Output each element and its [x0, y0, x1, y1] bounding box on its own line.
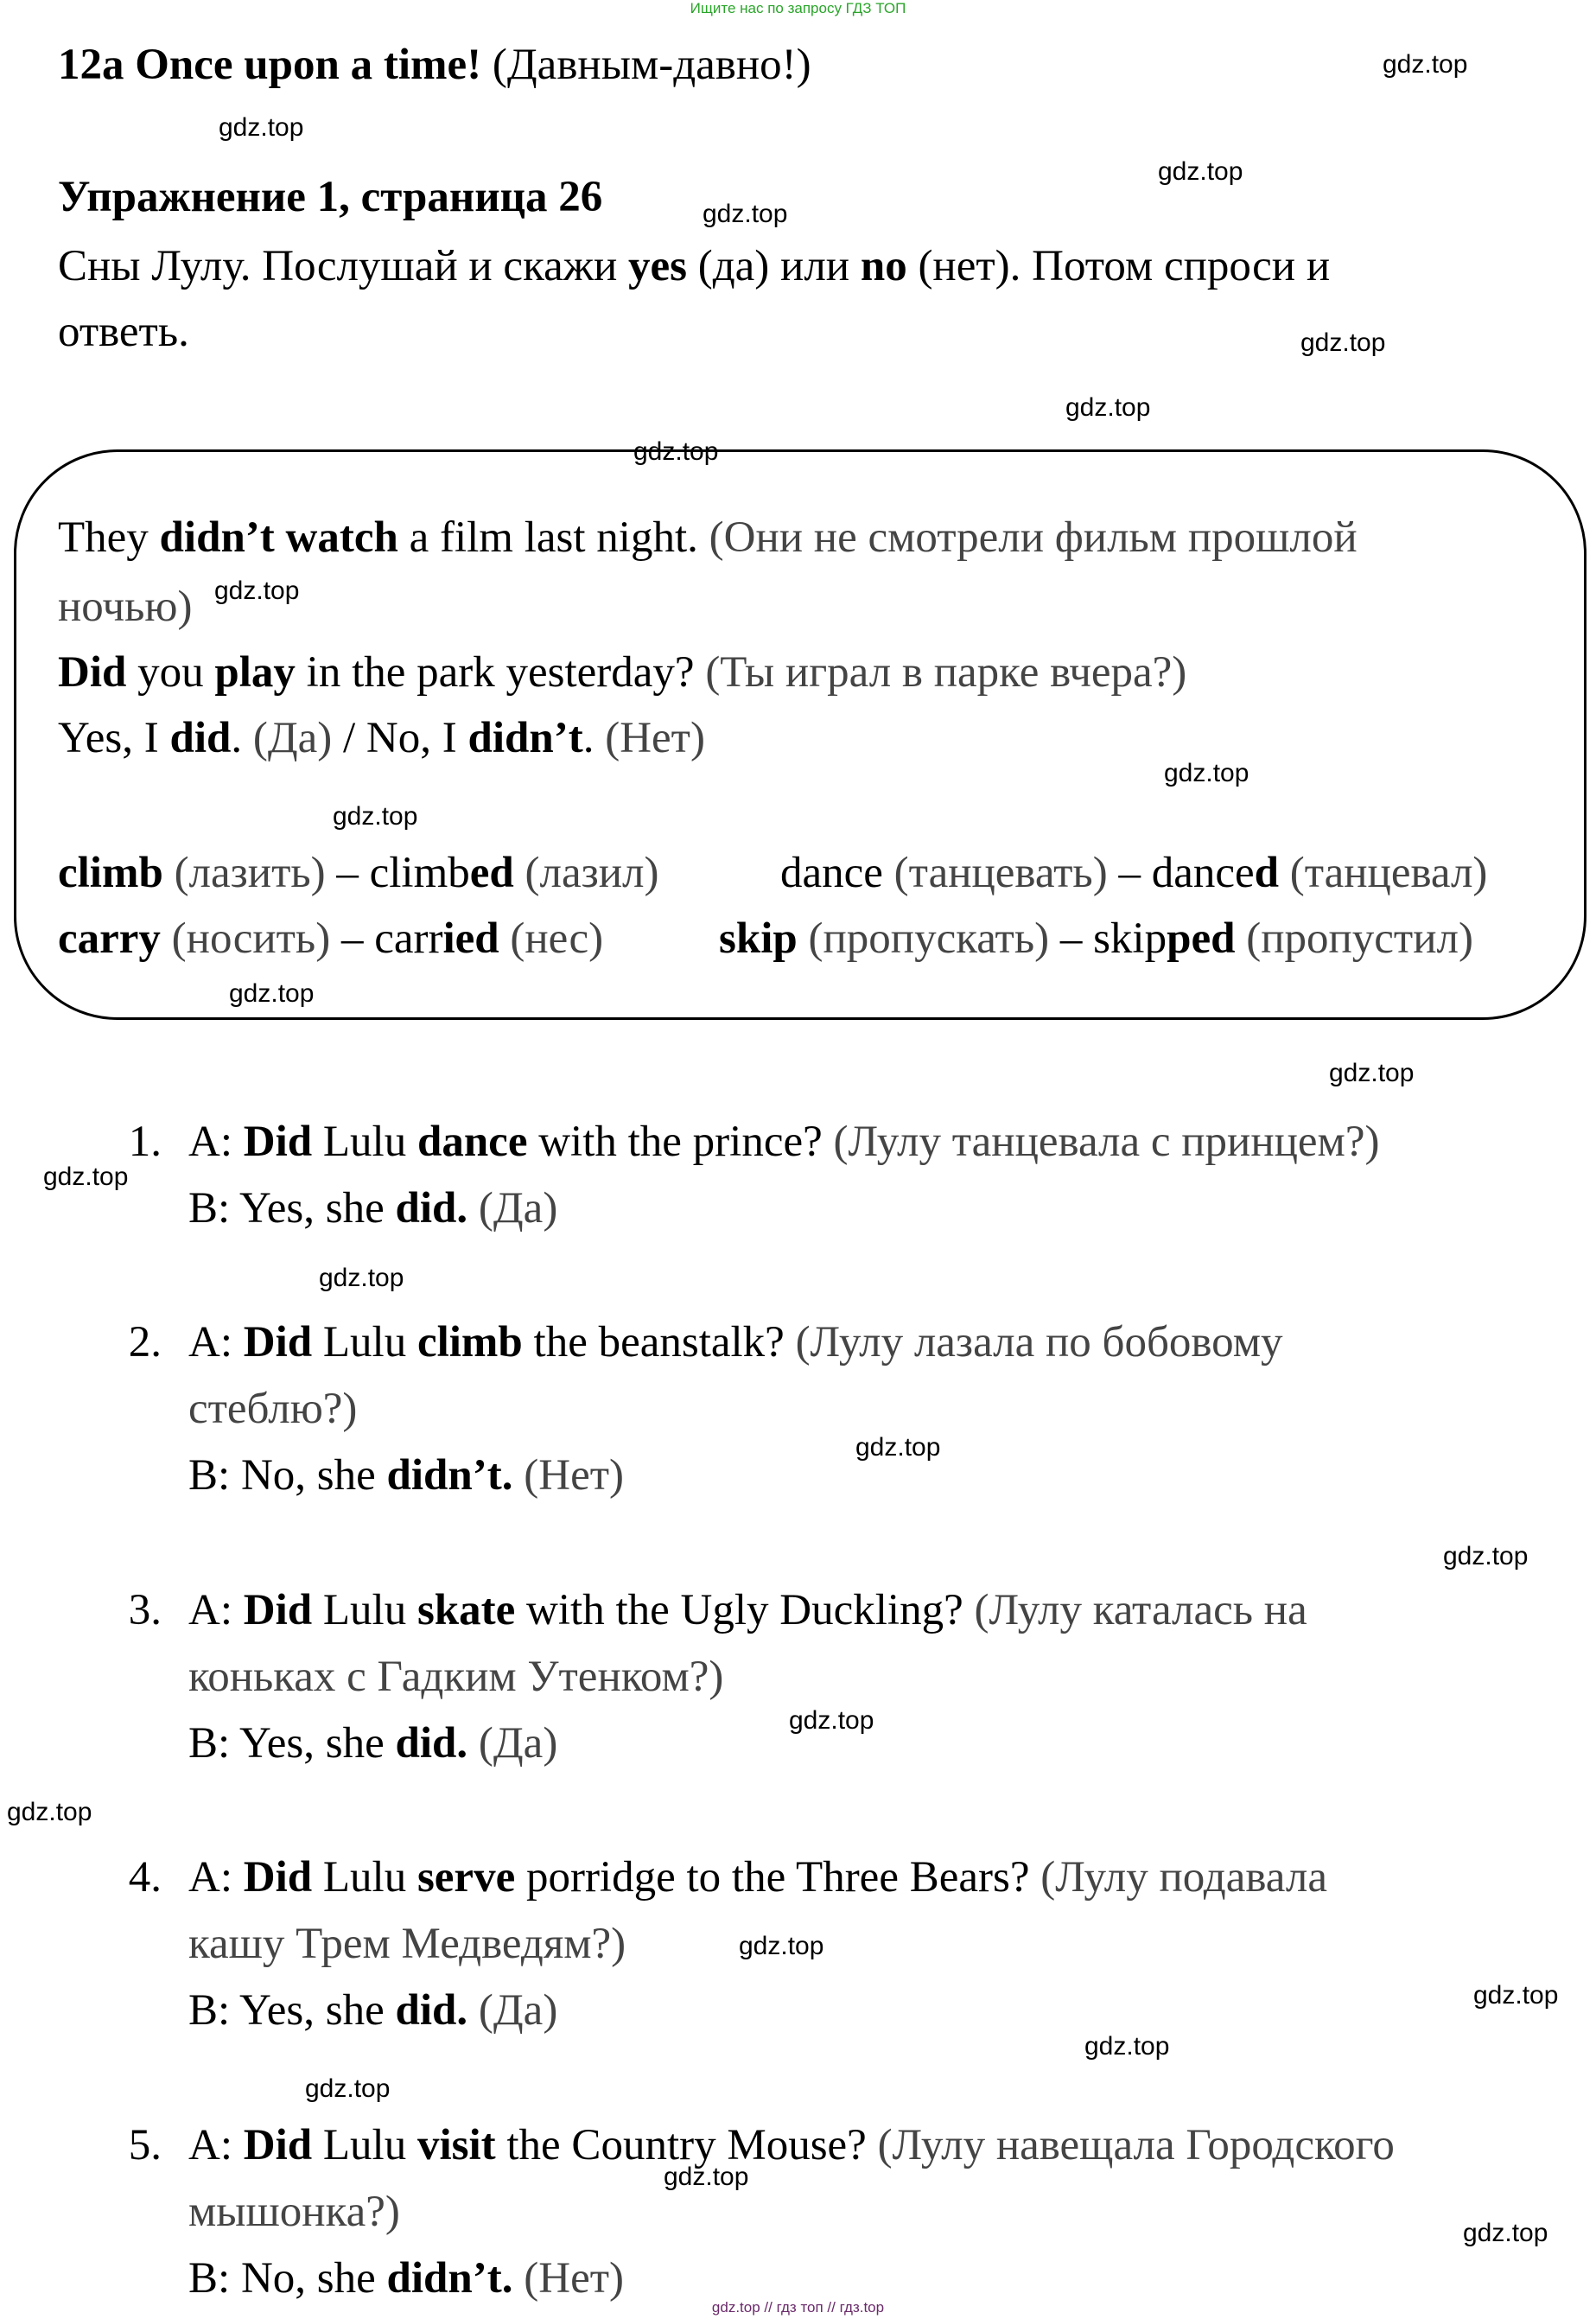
- a-text: Yes, she: [239, 1986, 396, 2035]
- answer-number: 4.: [128, 1853, 162, 1902]
- a-bold: did.: [395, 1184, 468, 1233]
- a-bold: didn’t.: [386, 1451, 513, 1500]
- watermark-text: gdz.top: [43, 1163, 129, 1191]
- s1-a: They: [58, 513, 160, 562]
- watermark-text: gdz.top: [1065, 393, 1151, 422]
- q-verb: serve: [416, 1853, 516, 1902]
- v2-b: (носить): [160, 914, 331, 963]
- q-verb: skate: [416, 1586, 516, 1634]
- a-prefix: B:: [188, 1184, 240, 1233]
- exercise-title: Упражнение 1, страница 26: [58, 173, 603, 221]
- a-bold: did.: [395, 1986, 468, 2035]
- q-verb: climb: [416, 1318, 523, 1367]
- watermark-text: gdz.top: [633, 437, 719, 466]
- q-translation: (Лулу каталась на: [974, 1586, 1307, 1634]
- q-rest: with the prince?: [527, 1118, 834, 1166]
- question-line: [188, 1853, 1327, 1902]
- a-text: No, she: [240, 2254, 387, 2303]
- answer-number: 1.: [128, 1118, 162, 1166]
- v2-a: carry: [58, 914, 161, 963]
- v2-h: – skip: [1049, 914, 1167, 963]
- s3-c: .: [231, 714, 253, 762]
- s2-translation: (Ты играл в парке вчера?): [705, 648, 1187, 697]
- instruction-line-1: [58, 242, 1331, 290]
- a-text: No, she: [240, 1451, 387, 1500]
- question-line: [188, 1120, 1379, 1164]
- box-sentence-3: [58, 714, 705, 762]
- v1-j: (танцевал): [1278, 849, 1488, 897]
- watermark-text: gdz.top: [7, 1798, 92, 1826]
- answer-line: [188, 2254, 624, 2303]
- s1-c: a film last night.: [397, 513, 709, 562]
- verb-row-2a: [58, 914, 604, 963]
- a-prefix: B:: [188, 1986, 240, 2035]
- watermark-text: gdz.top: [1158, 157, 1243, 186]
- top-search-note: Ищите нас по запросу ГДЗ ТОП: [690, 0, 906, 16]
- instr-no: no: [860, 242, 907, 290]
- v1-i: d: [1254, 849, 1279, 897]
- s2-b: you: [126, 648, 215, 697]
- watermark-text: gdz.top: [789, 1706, 874, 1735]
- q-verb: visit: [416, 2121, 496, 2169]
- title-translation: (Давным-давно!): [492, 41, 811, 89]
- watermark-text: gdz.top: [664, 2163, 749, 2191]
- v1-e: (лазил): [513, 849, 659, 897]
- box-sentence-2: [58, 648, 1187, 697]
- watermark-text: gdz.top: [219, 113, 304, 142]
- q-rest: with the Ugly Duckling?: [515, 1586, 975, 1634]
- watermark-text: gdz.top: [1383, 50, 1468, 79]
- question-line: [188, 2121, 1395, 2169]
- answer-line: [188, 1986, 558, 2035]
- v2-e: (нес): [499, 914, 604, 963]
- v1-d: ed: [469, 849, 514, 897]
- q-prefix: A:: [188, 1586, 244, 1634]
- a-translation: (Да): [467, 1986, 558, 2035]
- v2-j: (пропустил): [1235, 914, 1473, 963]
- s1-b: didn’t watch: [159, 513, 398, 562]
- s2-c: play: [214, 648, 296, 697]
- q-did: Did: [243, 1118, 313, 1166]
- answer-number: 2.: [128, 1318, 162, 1367]
- q-did: Did: [243, 1318, 313, 1367]
- s3-b: did: [169, 714, 232, 762]
- v2-f: skip: [719, 914, 798, 963]
- box-sentence-1: [58, 513, 1358, 562]
- v1-c: – climb: [325, 849, 470, 897]
- q-subject: Lulu: [312, 2121, 417, 2169]
- v1-a: climb: [58, 849, 163, 897]
- s2-a: Did: [58, 648, 127, 697]
- v2-d: ied: [442, 914, 499, 963]
- q-rest: the beanstalk?: [522, 1318, 796, 1367]
- a-bold: didn’t.: [386, 2254, 513, 2303]
- verb-row-1b: [780, 851, 1487, 895]
- watermark-text: gdz.top: [1164, 759, 1249, 787]
- s3-a: Yes, I: [58, 714, 170, 762]
- page-title: [58, 40, 811, 90]
- instruction-line-2: ответь.: [58, 308, 189, 356]
- q-subject: Lulu: [312, 1586, 417, 1634]
- a-translation: (Да): [467, 1719, 558, 1768]
- q-did: Did: [243, 1853, 313, 1902]
- q-prefix: A:: [188, 2121, 244, 2169]
- watermark-text: gdz.top: [703, 200, 788, 228]
- watermark-text: gdz.top: [333, 802, 418, 831]
- watermark-text: gdz.top: [229, 979, 315, 1008]
- q-subject: Lulu: [312, 1318, 417, 1367]
- a-translation: (Да): [467, 1184, 558, 1233]
- s3-h: (Нет): [605, 714, 705, 762]
- q-prefix: A:: [188, 1318, 244, 1367]
- a-text: Yes, she: [239, 1184, 396, 1233]
- title-main: 12a Once upon a time!: [58, 41, 482, 89]
- footer-note: gdz.top // гдз топ // гдз.top: [711, 2299, 885, 2316]
- a-text: Yes, she: [239, 1719, 396, 1768]
- box-sentence-1-cont: ночью): [58, 583, 193, 631]
- answer-number: 3.: [128, 1586, 162, 1634]
- v2-i: ped: [1167, 914, 1236, 963]
- watermark-text: gdz.top: [319, 1264, 404, 1292]
- q-translation: (Лулу подавала: [1040, 1853, 1327, 1902]
- a-translation: (Нет): [512, 1451, 624, 1500]
- s1-translation: (Они не смотрели фильм прошлой: [709, 513, 1358, 562]
- v2-g: (пропускать): [797, 914, 1050, 963]
- watermark-text: gdz.top: [1443, 1542, 1529, 1570]
- q-rest: the Country Mouse?: [495, 2121, 878, 2169]
- q-subject: Lulu: [312, 1853, 417, 1902]
- s2-d: in the park yesterday?: [295, 648, 706, 697]
- a-prefix: B:: [188, 1451, 241, 1500]
- q-translation: (Лулу лазала по бобовому: [795, 1318, 1283, 1367]
- answer-line: [188, 1719, 558, 1768]
- instr-text-1: Сны Лулу. Послушай и скажи: [58, 242, 628, 290]
- v1-f: dance: [780, 849, 883, 897]
- answer-number: 5.: [128, 2121, 162, 2169]
- watermark-text: gdz.top: [305, 2074, 391, 2103]
- q-verb: dance: [416, 1118, 528, 1166]
- v1-h: – dance: [1107, 849, 1255, 897]
- q-prefix: A:: [188, 1853, 244, 1902]
- q-rest: porridge to the Three Bears?: [515, 1853, 1041, 1902]
- answer-line: [188, 1451, 624, 1500]
- answer-line: [188, 1184, 558, 1233]
- a-bold: did.: [395, 1719, 468, 1768]
- s3-d: (Да): [252, 714, 333, 762]
- watermark-text: gdz.top: [1084, 2032, 1170, 2061]
- s3-f: didn’t: [467, 714, 583, 762]
- watermark-text: gdz.top: [855, 1433, 941, 1462]
- q-subject: Lulu: [312, 1118, 417, 1166]
- instr-yes: yes: [628, 242, 687, 290]
- s3-e: / No, I: [332, 714, 468, 762]
- v2-c: – carr: [330, 914, 443, 963]
- watermark-text: gdz.top: [1300, 328, 1386, 357]
- question-line: [188, 1318, 1283, 1367]
- verb-row-1a: [58, 851, 658, 895]
- watermark-text: gdz.top: [1473, 1981, 1559, 2010]
- v1-b: (лазить): [162, 849, 326, 897]
- watermark-text: gdz.top: [1329, 1059, 1415, 1087]
- s3-g: .: [582, 714, 606, 762]
- question-translation-cont: кашу Трем Медведям?): [188, 1920, 626, 1968]
- v1-g: (танцевать): [882, 849, 1108, 897]
- q-did: Did: [243, 1586, 313, 1634]
- instr-text-3: (нет). Потом спроси и: [906, 242, 1331, 290]
- instr-text-2: (да) или: [686, 242, 861, 290]
- question-line: [188, 1586, 1307, 1634]
- watermark-text: gdz.top: [739, 1932, 824, 1960]
- watermark-text: gdz.top: [214, 577, 300, 605]
- a-translation: (Нет): [512, 2254, 624, 2303]
- a-prefix: B:: [188, 1719, 240, 1768]
- verb-row-2b: [719, 914, 1473, 963]
- question-translation-cont: стеблю?): [188, 1385, 358, 1433]
- question-translation-cont: коньках с Гадким Утенком?): [188, 1653, 724, 1701]
- q-prefix: A:: [188, 1118, 244, 1166]
- q-did: Did: [243, 2121, 313, 2169]
- q-translation: (Лулу танцевала с принцем?): [833, 1118, 1380, 1166]
- a-prefix: B:: [188, 2254, 241, 2303]
- question-translation-cont: мышонка?): [188, 2188, 400, 2236]
- q-translation: (Лулу навещала Городского: [877, 2121, 1395, 2169]
- watermark-text: gdz.top: [1463, 2219, 1548, 2247]
